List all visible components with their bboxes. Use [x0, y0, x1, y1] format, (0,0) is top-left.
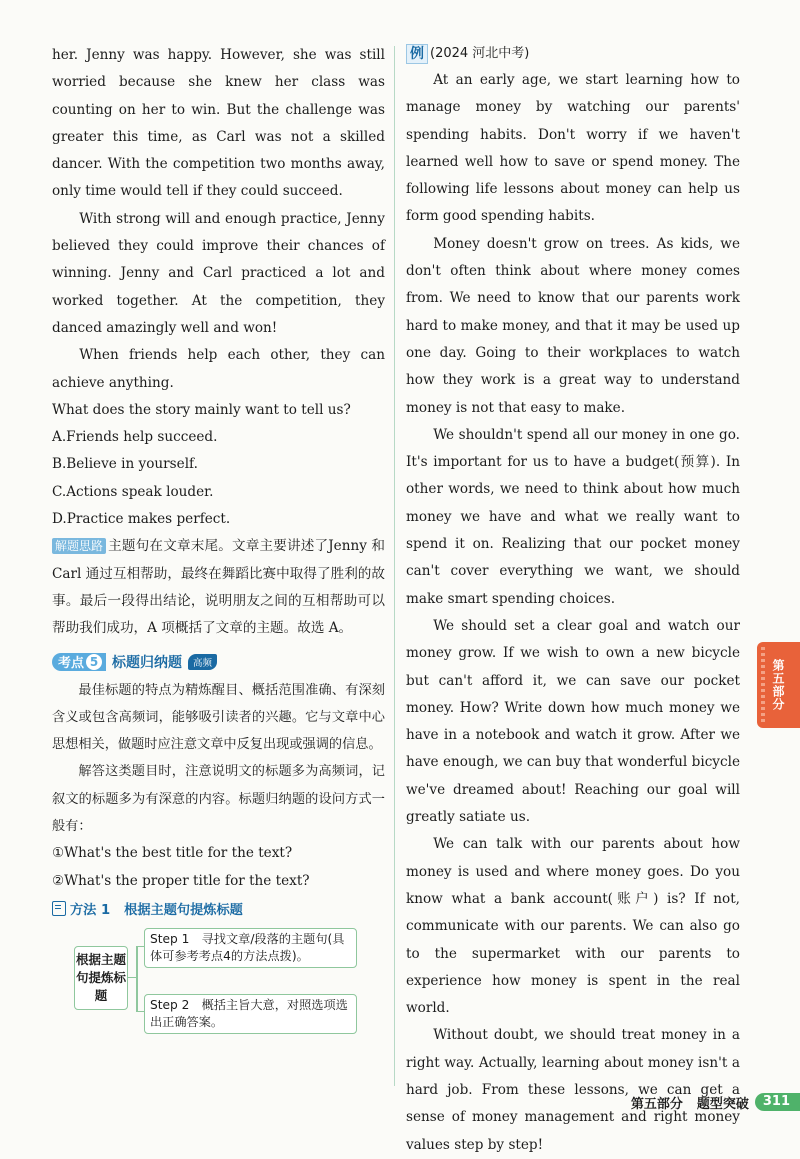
analysis-tag: 解题思路: [52, 538, 106, 554]
analysis-text: 主题句在文章末尾。文章主要讲述了Jenny 和 Carl 通过互相帮助，最终在舞蹈比赛中取得了胜利的故事。最后一段得出结论，说明朋友之间的互相帮助可以帮助我们成功，A 项概括了文章的主题。故选 A。: [52, 538, 385, 637]
question-form: ②What's the proper title for the text?: [52, 872, 310, 889]
key-point-title: 标题归纳题: [112, 654, 183, 671]
right-column: [406, 42, 740, 1159]
method-diagram: [52, 924, 385, 1034]
key-point-pill: [52, 653, 106, 671]
footer-section: 第五部分: [630, 1096, 683, 1112]
column-divider: [394, 46, 395, 1086]
diagram-connector: [128, 977, 136, 979]
option-d: D.Practice makes perfect.: [52, 511, 231, 528]
diagram-connector: [136, 946, 138, 1012]
left-column: [52, 42, 385, 1034]
question-text: What does the story mainly want to tell us?: [52, 401, 351, 418]
story-paragraph: With strong will and enough practice, Jenny believed they could improve their chances of winning. Jenny and Carl practiced a lot and worked together. At the competition, they danced amazingly well and won!: [52, 210, 385, 336]
diagram-connector: [136, 1011, 144, 1013]
passage-paragraph: We shouldn't spend all our money in one go. It's important for us to have a budget(预算). In other words, we need to think about how much money we have and what we really want to spend it on. Realizing that our pocket money can't cover everything we want, we should make smart spending choices.: [406, 426, 740, 607]
diagram-connector: [136, 946, 144, 948]
story-paragraph: her. Jenny was happy. However, she was still worried because she knew her class was counting on her to win. But the challenge was greater this time, as Carl was not a skilled dancer. With the competition two months away, only time would tell if they could succeed.: [52, 47, 385, 200]
page-number: 311: [755, 1093, 800, 1111]
key-point-number: 5: [86, 654, 102, 670]
example-source: (2024 河北中考): [430, 46, 530, 61]
diagram-step-2: Step 2 概括主旨大意，对照选项选出正确答案。: [144, 994, 357, 1034]
footer-title: 题型突破: [696, 1096, 749, 1112]
document-icon: [52, 901, 66, 916]
method-label: 方法 1: [70, 902, 111, 918]
key-point-header: [52, 651, 385, 673]
analysis-block: [52, 533, 385, 642]
diagram-step-1: Step 1 寻找文章/段落的主题句(具体可参考考点4的方法点拨)。: [144, 928, 357, 968]
question-form: ①What's the best title for the text?: [52, 845, 293, 862]
option-b: B.Believe in yourself.: [52, 456, 198, 473]
section-side-tab-label: 第五部分: [771, 659, 785, 711]
story-paragraph: When friends help each other, they can achieve anything.: [52, 347, 385, 391]
key-point-label: 考点: [58, 656, 85, 672]
method-header: [52, 899, 385, 918]
passage-paragraph: Without doubt, we should treat money in a right way. Actually, learning about money isn't a hard job. From these lessons, we can get a sense of money management and right money values step by step!: [406, 1027, 740, 1153]
method-name: 根据主题句提炼标题: [124, 902, 243, 918]
section-side-tab[interactable]: [757, 642, 800, 728]
example-tag: 例: [406, 44, 428, 64]
explanation-paragraph: 最佳标题的特点为精炼醒目、概括范围准确、有深刻含义或包含高频词，能够吸引读者的兴趣。它与文章中心思想相关，做题时应注意文章中反复出现或强调的信息。: [52, 682, 385, 753]
page-footer: [631, 1091, 800, 1113]
passage-paragraph: At an early age, we start learning how to manage money by watching our parents' spending habits. Don't worry if we haven't learned well how to save or spend money. The following life lessons about money can help us form good spending habits.: [406, 72, 740, 225]
passage-paragraph: We should set a clear goal and watch our money grow. If we wish to own a new bicycle but can't afford it, we can save our pocket money. How? Write down how much money we have in a notebook and watch it grow. After we have enough, we can buy that wonderful bicycle we've dreamed about! Reaching our goal will greatly satiate us.: [406, 617, 740, 826]
option-a: A.Friends help succeed.: [52, 429, 218, 446]
diagram-main-box: 根据主题句提炼标题: [74, 946, 128, 1010]
passage-paragraph: Money doesn't grow on trees. As kids, we don't often think about where money comes from. We need to know that our parents work hard to make money, and that it may be used up one day. Going to their workplaces to watch how they work is a great way to understand money is not that easy to make.: [406, 235, 740, 416]
frequency-badge: 高频: [188, 654, 217, 670]
passage-paragraph: We can talk with our parents about how money is used and where money goes. Do you know what a bank account(账户) is? If not, communicate with our parents. We can also go to the supermarket with our parents to experience how money is spent in the real world.: [406, 836, 740, 1017]
option-c: C.Actions speak louder.: [52, 483, 214, 500]
explanation-paragraph: 解答这类题目时，注意说明文的标题多为高频词，记叙文的标题多为有深意的内容。标题归纳题的设问方式一般有：: [52, 764, 385, 835]
example-header: [406, 42, 740, 66]
